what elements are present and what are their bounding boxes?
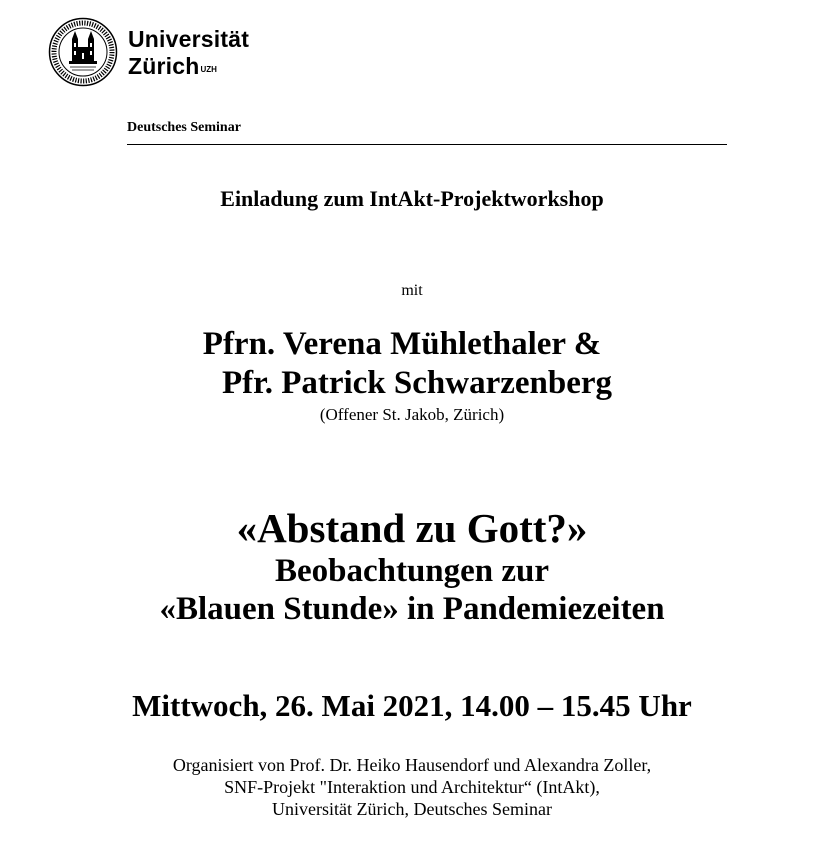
speaker-2: Pfr. Patrick Schwarzenberg bbox=[221, 365, 613, 401]
talk-subtitle-line1: Beobachtungen zur bbox=[274, 553, 550, 589]
university-suffix: UZH bbox=[200, 65, 217, 74]
organizer-line: SNF-Projekt "Interaktion und Architektur“ (IntAkt), bbox=[224, 777, 600, 797]
talk-subtitle-line2: «Blauen Stunde» in Pandemiezeiten bbox=[159, 591, 665, 627]
header-divider bbox=[127, 144, 727, 145]
event-datetime: Mittwoch, 26. Mai 2021, 14.00 – 15.45 Uhr bbox=[132, 688, 692, 723]
organizer-info bbox=[0, 754, 824, 820]
university-name-line1: Universität bbox=[128, 26, 250, 52]
invitation-heading: Einladung zum IntAkt-Projektworkshop bbox=[220, 186, 604, 211]
talk-title: «Abstand zu Gott?» bbox=[236, 505, 588, 551]
organizer-line: Universität Zürich, Deutsches Seminar bbox=[272, 799, 552, 819]
organizer-line: Organisiert von Prof. Dr. Heiko Hausendorf und Alexandra Zoller, bbox=[172, 755, 652, 775]
speakers-affiliation: (Offener St. Jakob, Zürich) bbox=[319, 405, 505, 424]
uzh-seal-icon bbox=[48, 17, 118, 87]
with-label: mit bbox=[401, 282, 423, 299]
university-name bbox=[128, 26, 249, 80]
university-name-line2: Zürich bbox=[128, 53, 200, 79]
speaker-1: Pfrn. Verena Mühlethaler & bbox=[202, 326, 602, 362]
department-name: Deutsches Seminar bbox=[127, 120, 241, 135]
